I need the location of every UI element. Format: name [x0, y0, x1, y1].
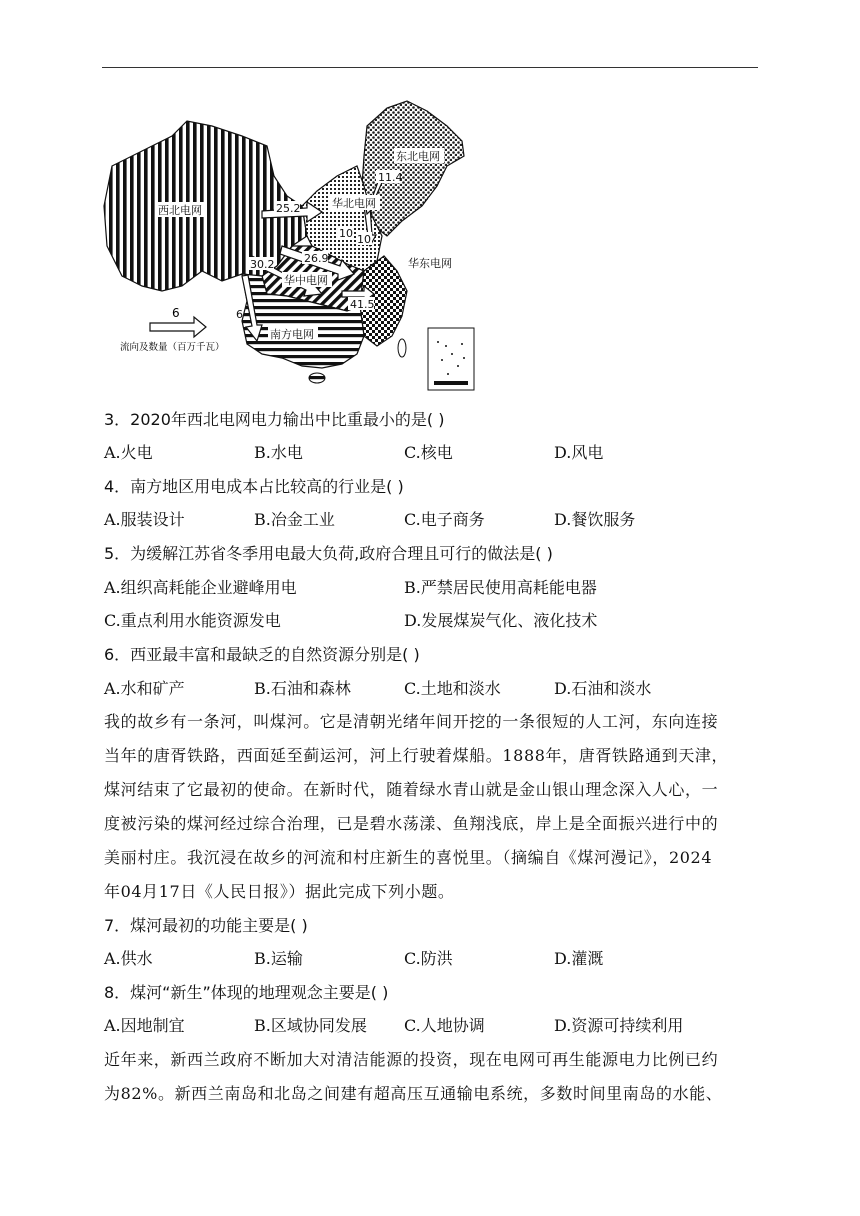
passage-1-line: 煤河结束了它最初的使命。在新时代，随着绿水青山就是金山银山理念深入人心，一 [104, 780, 719, 799]
map-label-northchina: 华北电网 [332, 197, 376, 210]
passage-1-line: 美丽村庄。我沉浸在故乡的河流和村庄新生的喜悦里。（摘编自《煤河漫记》，2024 [104, 848, 713, 867]
question-4-option-a: A.服装设计 [104, 510, 185, 529]
passage-2-line: 近年来，新西兰政府不断加大对清洁能源的投资，现在电网可再生能源电力比例已约 [104, 1050, 719, 1069]
legend-arrow [150, 317, 206, 337]
question-5-option-d: D.发展煤炭气化、液化技术 [404, 611, 598, 630]
header-rule [102, 67, 758, 68]
passage-2-line: 为82%。新西兰南岛和北岛之间建有超高压互通输电系统，多数时间里南岛的水能、 [104, 1084, 723, 1103]
question-3-option-d: D.风电 [554, 443, 604, 462]
flow-value: 41.5 [350, 298, 375, 311]
map-label-northeast: 东北电网 [396, 150, 440, 163]
question-7-option-c: C.防洪 [404, 949, 453, 968]
question-8-option-a: A.因地制宜 [104, 1016, 185, 1035]
flow-value: 11.4 [378, 171, 403, 184]
map-label-northwest: 西北电网 [158, 204, 202, 217]
question-4-option-c: C.电子商务 [404, 510, 485, 529]
northeast-region [362, 101, 464, 236]
map-label-southern: 南方电网 [270, 328, 314, 341]
question-5-option-c: C.重点利用水能资源发电 [104, 611, 281, 630]
question-5-option-a: A.组织高耗能企业避峰用电 [104, 578, 297, 597]
question-7-option-b: B.运输 [254, 949, 303, 968]
flow-value: 6 [236, 308, 243, 321]
passage-1-line: 年04月17日《人民日报》）据此完成下列小题。 [104, 882, 455, 901]
flow-value: 10 [339, 227, 353, 240]
map-label-centralchina: 华中电网 [284, 274, 328, 287]
question-6-option-b: B.石油和森林 [254, 679, 351, 698]
legend-value: 6 [172, 306, 180, 320]
flow-value: 10 [357, 233, 371, 246]
question-8-option-b: B.区域协同发展 [254, 1016, 367, 1035]
passage-1-line: 当年的唐胥铁路，西面延至蓟运河，河上行驶着煤船。1888年，唐胥铁路通到天津， [104, 746, 729, 765]
flow-value: 26.9 [304, 252, 329, 265]
hainan-island [309, 373, 325, 383]
map-label-eastchina: 华东电网 [408, 257, 452, 270]
question-5-option-b: B.严禁居民使用高耗能电器 [404, 578, 597, 597]
taiwan-island [398, 339, 406, 357]
power-grid-map [102, 96, 476, 396]
question-6-stem: 6．西亚最丰富和最缺乏的自然资源分别是( ) [104, 645, 420, 664]
question-8-option-d: D.资源可持续利用 [554, 1016, 684, 1035]
question-8-option-c: C.人地协调 [404, 1016, 485, 1035]
question-7-stem: 7．煤河最初的功能主要是( ) [104, 916, 308, 935]
flow-value: 25.2 [276, 202, 301, 215]
passage-1-line: 度被污染的煤河经过综合治理，已是碧水荡漾、鱼翔浅底，岸上是全面振兴进行中的 [104, 814, 719, 833]
question-4-stem: 4．南方地区用电成本占比较高的行业是( ) [104, 477, 404, 496]
flow-value: 30.2 [250, 258, 275, 271]
legend-label: 流向及数量（百万千瓦） [120, 342, 225, 353]
question-3-option-c: C.核电 [404, 443, 453, 462]
question-4-option-d: D.餐饮服务 [554, 510, 636, 529]
question-6-option-c: C.土地和淡水 [404, 679, 501, 698]
question-3-stem: 3．2020年西北电网电力输出中比重最小的是( ) [104, 410, 445, 429]
question-8-stem: 8．煤河“新生”体现的地理观念主要是( ) [104, 983, 389, 1002]
passage-1-line: 我的故乡有一条河，叫煤河。它是清朝光绪年间开挖的一条很短的人工河，东向连接 [104, 712, 719, 731]
question-6-option-a: A.水和矿产 [104, 679, 185, 698]
question-4-option-b: B.冶金工业 [254, 510, 335, 529]
question-7-option-d: D.灌溉 [554, 949, 604, 968]
question-7-option-a: A.供水 [104, 949, 153, 968]
question-6-option-d: D.石油和淡水 [554, 679, 652, 698]
question-3-option-b: B.水电 [254, 443, 303, 462]
south-china-sea-inset [428, 328, 474, 390]
question-5-stem: 5．为缓解江苏省冬季用电最大负荷,政府合理且可行的做法是( ) [104, 544, 553, 563]
question-3-option-a: A.火电 [104, 443, 153, 462]
